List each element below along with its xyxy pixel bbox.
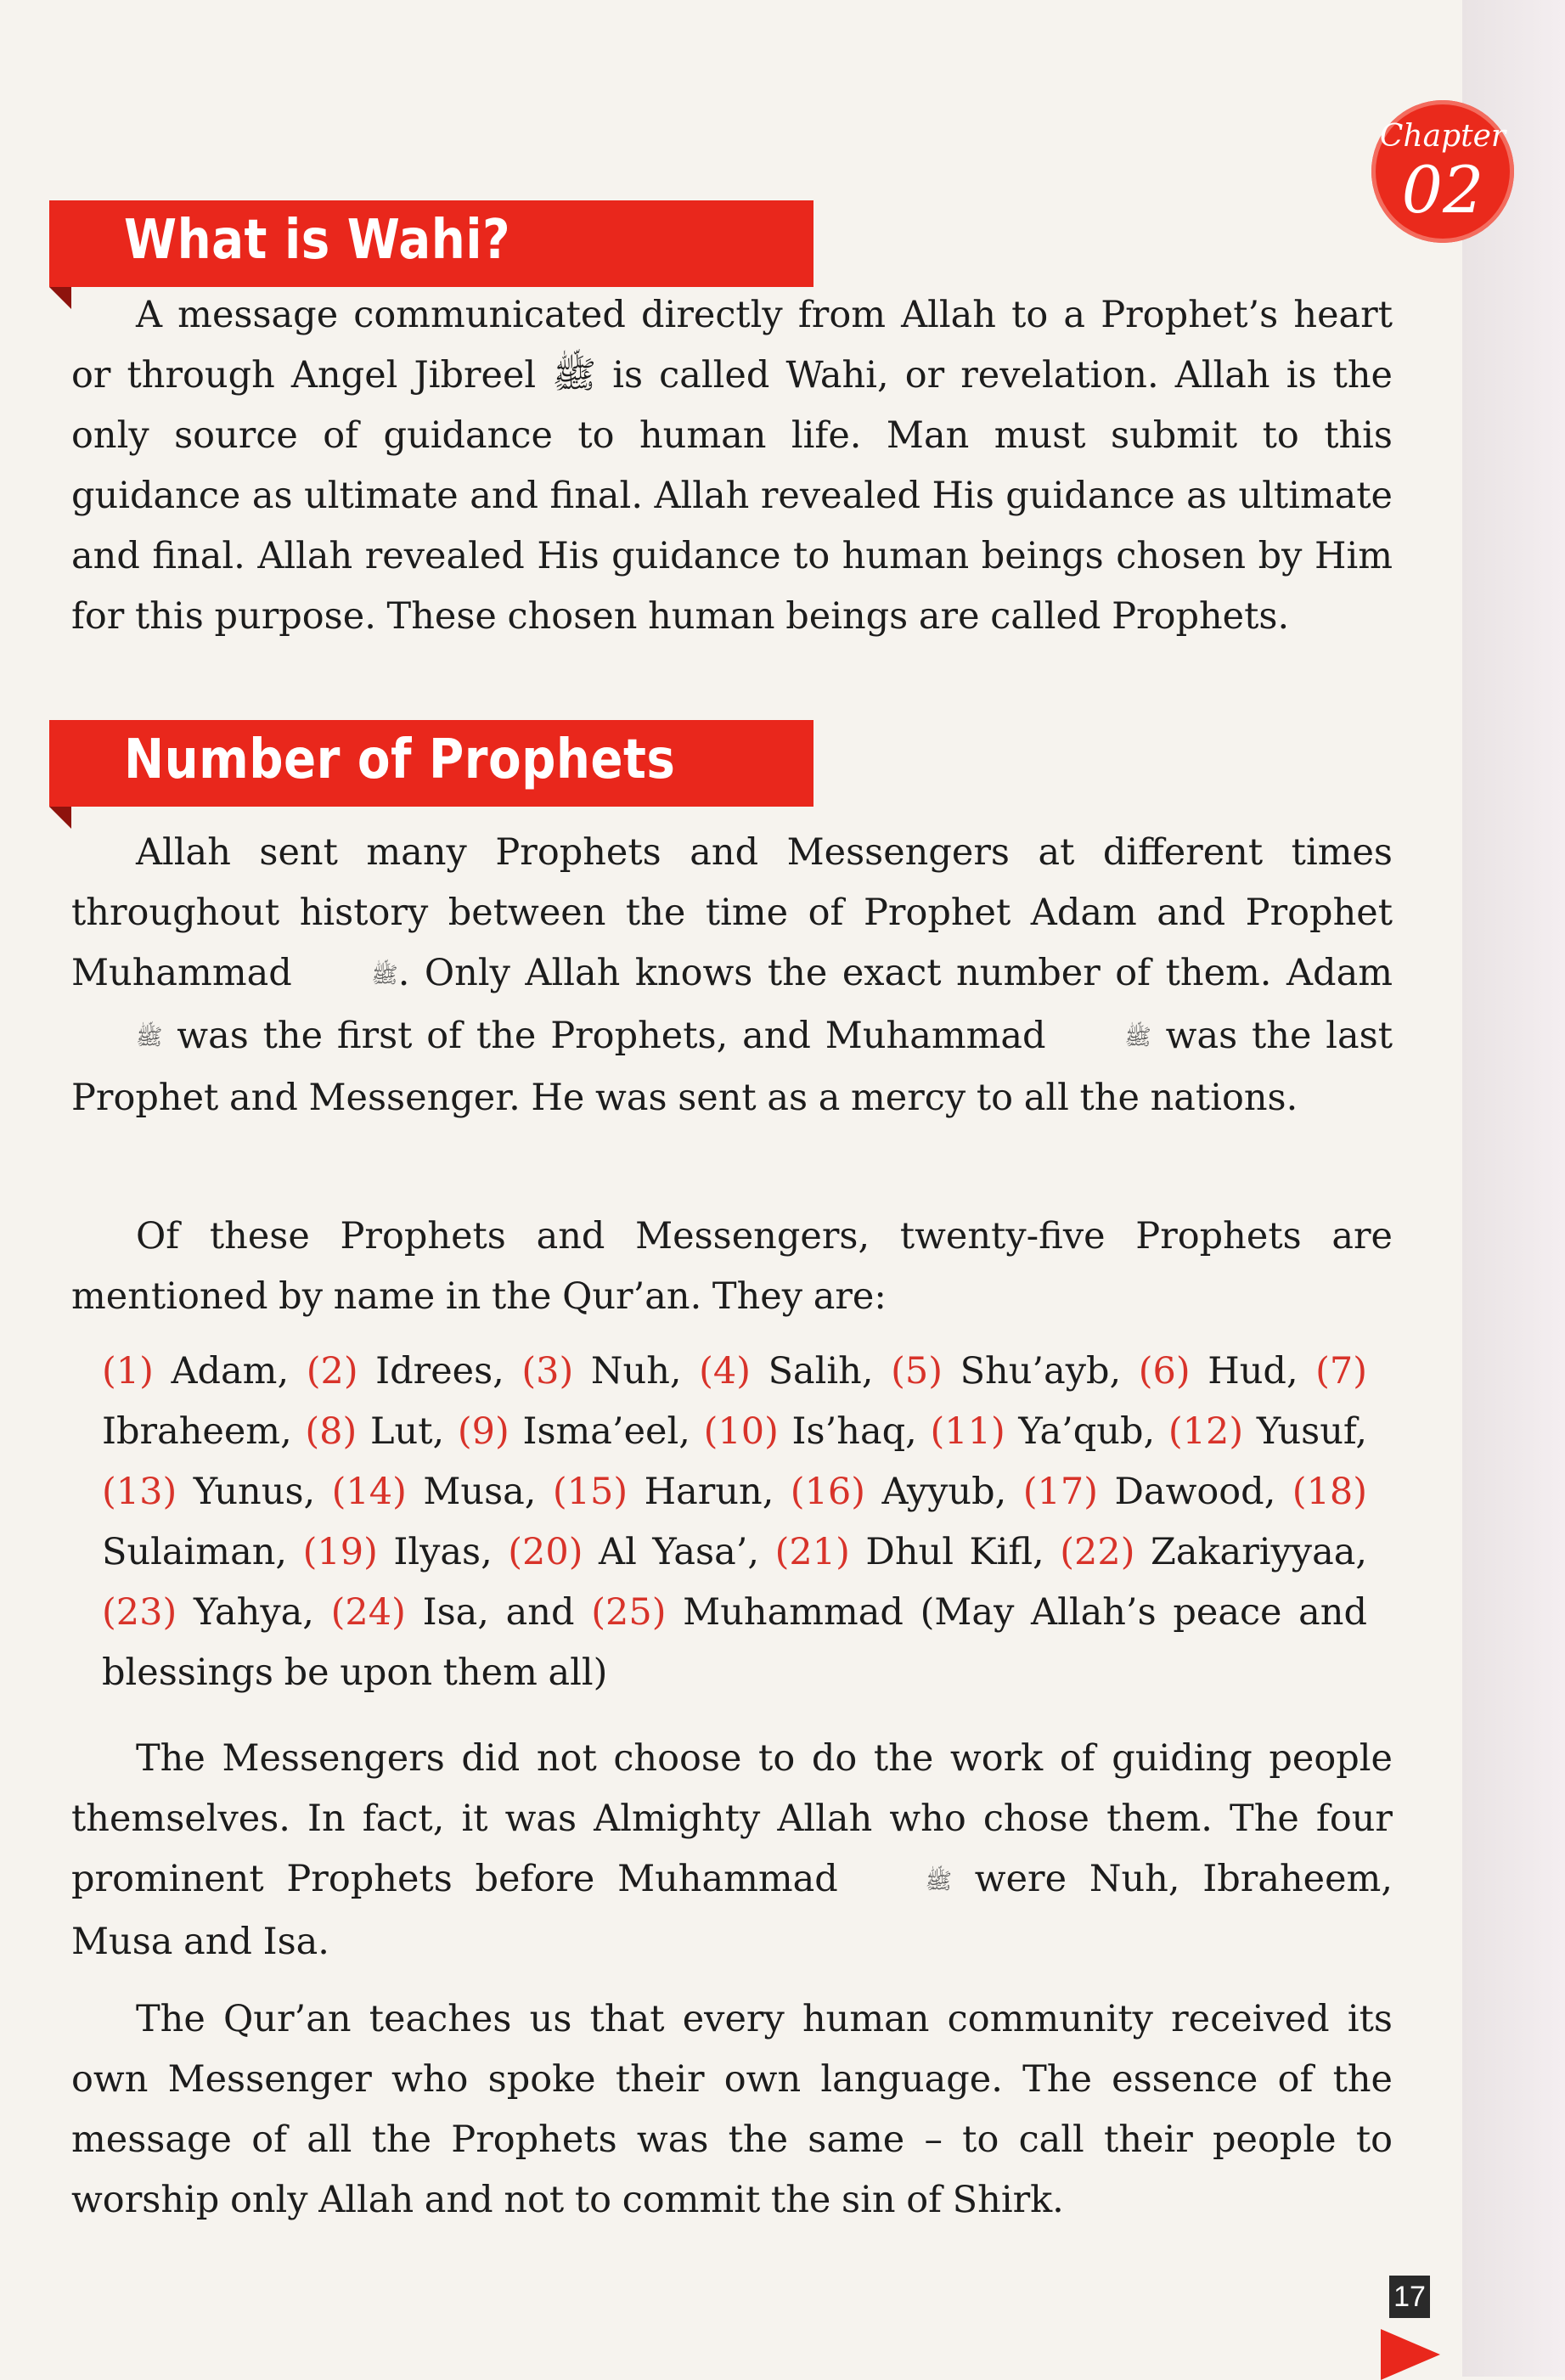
prophet-number: (15) [552, 1471, 628, 1513]
prophet-name: Ayyub, [881, 1471, 1007, 1513]
prophet-item [102, 1471, 315, 1513]
section-title-wahi: What is Wahi? [124, 209, 511, 272]
prophet-number: (22) [1060, 1531, 1135, 1573]
prophet-number: (6) [1138, 1350, 1191, 1393]
prophet-number: (8) [305, 1410, 357, 1453]
prophet-item [891, 1350, 1121, 1393]
prophet-item [699, 1350, 873, 1393]
prophet-name: Is’haq, [791, 1410, 917, 1453]
prophet-name: Yunus, [193, 1471, 316, 1513]
text-run: was the last Prophet and Messenger. He was sent as a mercy to all the nations. [71, 1014, 1393, 1119]
prophet-name: Lut, [370, 1410, 445, 1453]
prophet-number: (25) [591, 1591, 667, 1634]
prophet-list-closing: (May Allah’s peace and blessings be upon them all) [102, 1591, 1368, 1694]
paragraph-messengers [71, 1729, 1393, 1972]
prophet-item [521, 1350, 681, 1393]
prophet-list [102, 1342, 1367, 1703]
prophet-name: Ya’qub, [1018, 1410, 1156, 1453]
prophet-number: (17) [1022, 1471, 1099, 1513]
prophet-name: Adam, [171, 1350, 290, 1393]
salutation-mark: ﷺ [1124, 1025, 1151, 1050]
text-run: Allah sent many Prophets and Messengers at different times throughout history between the time of Prophet Adam and Prophet Muhammad [71, 831, 1393, 994]
section-title-prophets: Number of Prophets [124, 729, 676, 791]
prophet-number: (9) [457, 1410, 509, 1453]
prophet-item [331, 1591, 575, 1634]
prophet-item [102, 1591, 314, 1634]
text-run: was the first of the Prophets, and Muhammad [162, 1014, 1061, 1057]
prophet-item [591, 1591, 904, 1634]
salutation-mark: ﷺ [136, 1025, 163, 1050]
prophet-number: (24) [330, 1591, 406, 1634]
prophet-number: (19) [302, 1531, 378, 1573]
prophet-name: Harun, [644, 1471, 774, 1513]
prophet-name: Salih, [768, 1350, 874, 1393]
salutation-mark: ﷺ [925, 1868, 953, 1894]
prophet-item [1060, 1531, 1367, 1573]
page-number: 17 [1389, 2276, 1430, 2318]
prophet-item [303, 1531, 493, 1573]
prophet-item [704, 1410, 917, 1453]
prophet-name: Sulaiman, [102, 1531, 288, 1573]
paragraph-wahi: A message communicated directly from Allah to a Prophet’s heart or through Angel Jibreel ﷺ is called Wahi, or revelation. Allah is the only source of guidance to human life. Man must submit to this guidance as ultimate and final. Allah revealed His guidance as ultimate and final. Allah revealed His guidance to human beings chosen by Him for this purpose. These chosen human beings are called Prophets. [71, 294, 1393, 638]
prophet-number: (5) [891, 1350, 943, 1393]
section-banner-wahi [49, 200, 813, 287]
prophet-number: (1) [102, 1350, 154, 1393]
paragraph-quran: The Qur’an teaches us that every human community received its own Messenger who spoke their own language. The essence of the message of all the Prophets was the same – to call their people to worship only Allah and not to commit the sin of Shirk. [71, 1998, 1393, 2221]
chapter-word: Chapter [1379, 119, 1506, 154]
right-margin-strip [1462, 0, 1565, 2377]
prophet-name: Shu’ayb, [960, 1350, 1122, 1393]
prophet-number: (16) [790, 1471, 866, 1513]
text-run: were Nuh, Ibraheem, Musa and Isa. [71, 1858, 1393, 1963]
prophet-item [1023, 1471, 1276, 1513]
prophet-number: (23) [102, 1591, 177, 1634]
chapter-badge [1371, 100, 1514, 243]
prophet-item [553, 1471, 774, 1513]
prophet-name: Muhammad [683, 1591, 904, 1634]
prophet-name: Ibraheem, [102, 1410, 292, 1453]
prophet-name: Zakariyyaa, [1150, 1531, 1368, 1573]
paragraph-prophets-intro [71, 823, 1393, 1128]
paragraph-twenty-five: Of these Prophets and Messengers, twenty-five Prophets are mentioned by name in the Qur’an. They are: [71, 1215, 1393, 1318]
prophet-item [1139, 1350, 1298, 1393]
prophet-name: Yusuf, [1256, 1410, 1367, 1453]
prophet-number: (7) [1315, 1350, 1368, 1393]
prophet-name: Nuh, [590, 1350, 682, 1393]
prophet-name: Dhul Kifl, [865, 1531, 1044, 1573]
prophet-number: (11) [930, 1410, 1005, 1453]
prophet-number: (14) [331, 1471, 407, 1513]
prophet-number: (18) [1292, 1471, 1368, 1513]
prophet-number: (10) [703, 1410, 779, 1453]
prophet-name: Yahya, [193, 1591, 314, 1634]
prophet-item [1168, 1410, 1367, 1453]
prophet-item [305, 1410, 444, 1453]
prophet-item [332, 1471, 537, 1513]
prophet-number: (3) [521, 1350, 574, 1393]
prophet-name: Isma’eel, [522, 1410, 690, 1453]
next-page-arrow-icon[interactable] [1381, 2329, 1440, 2380]
prophet-number: (13) [102, 1471, 177, 1513]
prophet-name: Al Yasa’, [599, 1531, 760, 1573]
banner-fold [49, 287, 71, 309]
prophet-number: (2) [306, 1350, 358, 1393]
prophet-number: (20) [508, 1531, 583, 1573]
prophet-name: Isa, and [422, 1591, 575, 1634]
chapter-number: 02 [1401, 152, 1484, 228]
prophet-name: Dawood, [1114, 1471, 1276, 1513]
prophet-number: (4) [699, 1350, 752, 1393]
text-run: . Only Allah knows the exact number of them. Adam [397, 952, 1393, 994]
banner-fold [49, 807, 71, 829]
prophet-item [508, 1531, 759, 1573]
prophet-name: Musa, [423, 1471, 537, 1513]
prophet-item [307, 1350, 504, 1393]
prophet-item [775, 1531, 1044, 1573]
prophet-name: Idrees, [375, 1350, 504, 1393]
salutation-mark: ﷺ [371, 962, 398, 988]
prophet-item [791, 1471, 1007, 1513]
text-run: The Messengers did not choose to do the work of guiding people themselves. In fact, it was Almighty Allah who chose them. The four prominent Prophets before Muhammad [71, 1737, 1393, 1900]
prophet-number: (21) [774, 1531, 850, 1573]
prophet-item [930, 1410, 1155, 1453]
section-banner-prophets [49, 720, 813, 807]
prophet-number: (12) [1168, 1410, 1244, 1453]
prophet-name: Hud, [1208, 1350, 1298, 1393]
prophet-name: Ilyas, [393, 1531, 493, 1573]
prophet-item [458, 1410, 690, 1453]
prophet-item [102, 1350, 289, 1393]
